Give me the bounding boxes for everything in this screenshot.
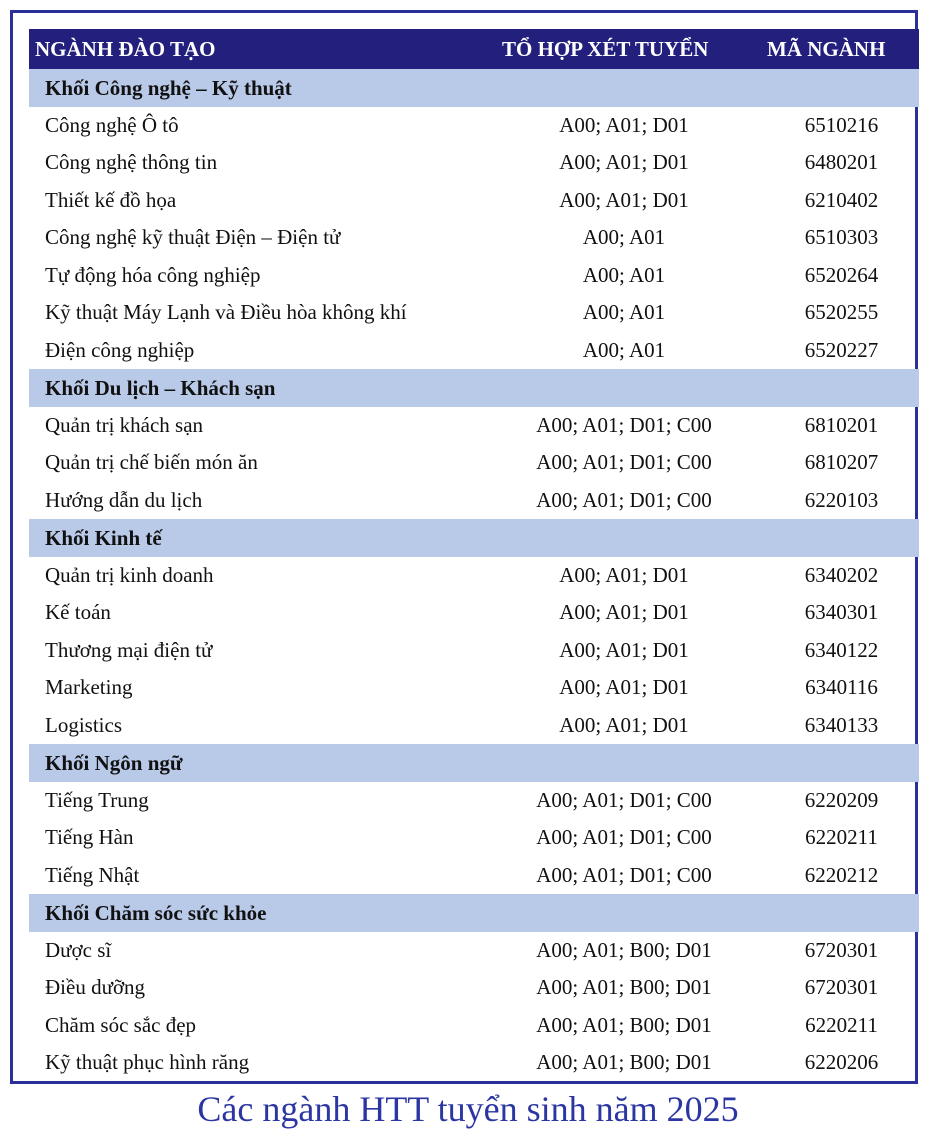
subject-combination: A00; A01; D01: [559, 600, 689, 624]
subject-combination: A00; A01; D01: [559, 150, 689, 174]
program-name: Tự động hóa công nghiệp: [45, 262, 261, 287]
table-body: [29, 69, 919, 1082]
program-name: Tiếng Trung: [45, 787, 149, 812]
program-code: 6340116: [805, 675, 878, 699]
program-code: 6220103: [804, 487, 879, 512]
subject-combination: A00; A01; D01; C00: [536, 450, 712, 474]
group-title: Khối Công nghệ – Kỹ thuật: [45, 76, 292, 100]
group-header-row: [29, 519, 919, 557]
caption: Các ngành HTT tuyển sinh năm 2025: [197, 1089, 739, 1129]
table-row: [29, 969, 919, 1007]
subject-combination: A00; A01: [582, 337, 666, 362]
program-name: Thương mại điện tử: [45, 637, 213, 662]
program-name: Tiếng Nhật: [45, 862, 140, 887]
table-row: [29, 482, 919, 520]
table-row: [29, 594, 919, 632]
group-header-row: [29, 369, 919, 407]
table-row: [29, 932, 919, 970]
program-code: 6520264: [804, 262, 879, 287]
table-row: [29, 857, 919, 895]
program-code: 6810207: [804, 450, 879, 474]
table-row: [29, 707, 919, 745]
group-header-row: [29, 894, 919, 932]
program-name: Điều dưỡng: [45, 975, 146, 999]
program-name: Công nghệ Ô tô: [45, 112, 179, 137]
program-code: 6340301: [804, 600, 879, 624]
program-name: Hướng dẫn du lịch: [45, 487, 203, 512]
program-name: Điện công nghiệp: [45, 337, 195, 362]
program-code: 6720301: [804, 975, 879, 999]
program-name: Công nghệ thông tin: [45, 150, 218, 174]
program-name: Kỹ thuật phục hình răng: [45, 1050, 250, 1074]
program-code: 6720301: [804, 937, 879, 962]
program-code: 6340133: [804, 712, 879, 737]
program-name: Chăm sóc sắc đẹp: [45, 1012, 197, 1037]
program-name: Kỹ thuật Máy Lạnh và Điều hòa không khí: [45, 300, 407, 324]
subject-combination: A00; A01; D01: [559, 562, 689, 587]
table-row: [29, 782, 919, 820]
group-title: Khối Kinh tế: [45, 526, 162, 550]
program-name: Tiếng Hàn: [45, 825, 134, 849]
subject-combination: A00; A01; B00; D01: [536, 937, 712, 962]
table-row: [29, 407, 919, 445]
program-name: Công nghệ kỹ thuật Điện – Điện tử: [45, 225, 341, 249]
subject-combination: A00; A01; D01: [559, 712, 689, 737]
group-header-row: [29, 69, 919, 107]
table-row: [29, 219, 919, 257]
table-row: [29, 332, 919, 370]
table-row: [29, 144, 919, 182]
program-name: Quản trị kinh doanh: [45, 562, 214, 587]
header-code: MÃ NGÀNH: [767, 37, 886, 61]
table-row: [29, 257, 919, 295]
subject-combination: A00; A01; D01: [559, 187, 689, 212]
subject-combination: A00; A01; B00; D01: [536, 1012, 712, 1037]
table-row: [29, 1044, 919, 1082]
program-code: 6220212: [804, 862, 879, 887]
group-title: Khối Chăm sóc sức khỏe: [45, 901, 267, 925]
header-combo: TỔ HỢP XÉT TUYỂN: [502, 37, 709, 61]
table-row: [29, 819, 919, 857]
subject-combination: A00; A01: [582, 262, 666, 287]
program-name: Thiết kế đồ họa: [45, 187, 177, 212]
program-code: 6510216: [804, 112, 879, 137]
table-row: [29, 557, 919, 595]
program-code: 6340202: [804, 562, 879, 587]
subject-combination: A00; A01; D01; C00: [536, 487, 712, 512]
subject-combination: A00; A01; D01: [559, 675, 689, 699]
table-frame: [10, 10, 918, 1084]
group-title: Khối Ngôn ngữ: [45, 751, 183, 775]
group-title: Khối Du lịch – Khách sạn: [45, 376, 276, 400]
program-code: 6340122: [804, 637, 879, 662]
subject-combination: A00; A01; D01; C00: [536, 787, 712, 812]
program-code: 6220211: [805, 1012, 878, 1037]
table-row: [29, 669, 919, 707]
group-header-row: [29, 744, 919, 782]
subject-combination: A00; A01: [582, 300, 666, 324]
program-name: Kế toán: [45, 600, 111, 624]
program-code: 6810201: [804, 412, 879, 437]
header-program: NGÀNH ĐÀO TẠO: [35, 37, 216, 61]
program-name: Quản trị chế biến món ăn: [45, 450, 258, 474]
subject-combination: A00; A01; B00; D01: [536, 1050, 712, 1074]
subject-combination: A00; A01; D01; C00: [536, 412, 712, 437]
table-row: [29, 444, 919, 482]
table-row: [29, 107, 919, 145]
program-code: 6220209: [804, 787, 879, 812]
subject-combination: A00; A01; D01; C00: [536, 862, 712, 887]
program-name: Dược sĩ: [45, 937, 112, 962]
program-code: 6520227: [804, 337, 879, 362]
table-row: [29, 1007, 919, 1045]
subject-combination: A00; A01; D01; C00: [536, 825, 712, 849]
program-name: Logistics: [45, 712, 122, 737]
program-code: 6520255: [804, 300, 879, 324]
subject-combination: A00; A01; D01: [559, 112, 689, 137]
table-row: [29, 182, 919, 220]
subject-combination: A00; A01; D01: [559, 637, 689, 662]
program-code: 6210402: [804, 187, 879, 212]
program-code: 6480201: [804, 150, 879, 174]
table-row: [29, 632, 919, 670]
program-name: Quản trị khách sạn: [45, 412, 204, 437]
table-row: [29, 294, 919, 332]
subject-combination: A00; A01: [582, 225, 666, 249]
program-name: Marketing: [45, 675, 133, 699]
program-code: 6510303: [804, 225, 879, 249]
subject-combination: A00; A01; B00; D01: [536, 975, 712, 999]
admissions-table: [29, 29, 919, 1082]
table-header: [29, 29, 919, 69]
program-code: 6220206: [804, 1050, 879, 1074]
program-code: 6220211: [805, 825, 878, 849]
